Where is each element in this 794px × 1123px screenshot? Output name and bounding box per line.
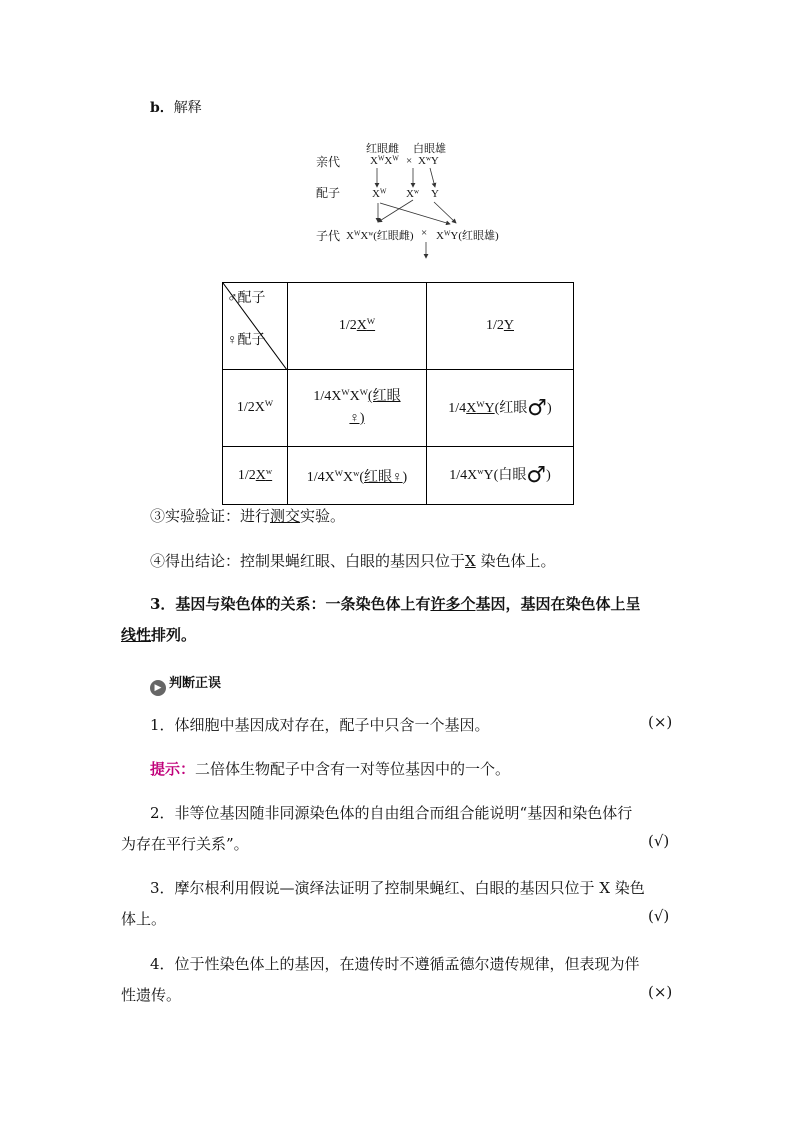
judge-item-1 <box>150 713 490 737</box>
cell12-y: Y <box>484 400 495 416</box>
point3-suffix: 排列。 <box>151 626 197 644</box>
cell11-phenotype: (红眼 <box>367 389 401 404</box>
gamete-label: 配子 <box>316 186 341 200</box>
col1-fraction: 1/2 <box>338 318 357 333</box>
white-male-label: 白眼雄 <box>413 143 446 155</box>
cell-female-carrier: $1/4X^WX^w$(红眼♀) <box>288 447 427 505</box>
row2-fraction: 1/2 <box>237 467 256 483</box>
judge-item-1-mark: (×) <box>648 713 673 731</box>
judge-item-3-line2: 体上。 <box>121 910 167 928</box>
hint-label: 提示： <box>150 760 196 778</box>
gamete-xw-recessive: $X^w$ <box>406 188 419 200</box>
point3-prefix: 3．基因与染色体的关系：一条染色体上有 <box>150 595 431 613</box>
cell21-fraction: 1/4 <box>306 469 325 485</box>
offspring-cross-symbol: × <box>421 227 428 239</box>
cell12-genotype: $X^WY$ <box>466 398 495 416</box>
row-header-xw-dominant: $1/2X^W$ <box>223 370 288 447</box>
cell22-phenotype: Y(白眼 <box>483 468 527 483</box>
col2-fraction: 1/2 <box>485 318 504 333</box>
gamete-xw-dominant: $X^W$ <box>372 188 387 200</box>
corner-male-gamete-label: ♂配子 <box>227 291 266 306</box>
cell11-sex: ♀) <box>349 411 365 426</box>
cell12-fraction: 1/4 <box>448 400 467 416</box>
offspring-female-note: (红眼雌) <box>373 230 414 242</box>
offspring-female: $X^WX^w$(红眼雌) <box>346 230 414 242</box>
para3-prefix: ③实验验证：进行 <box>150 507 271 525</box>
col2-genotype: Y <box>503 318 514 333</box>
judge-item-3-line1: 3．摩尔根利用假说—演绎法证明了控制果蝇红、白眼的基因只位于 X 染色 <box>150 879 645 897</box>
row-header-xw-recessive <box>223 447 288 505</box>
cell21-phenotype: 红眼♀ <box>364 469 403 485</box>
corner-female-gamete-label: ♀配子 <box>227 333 266 348</box>
point3-answer2: 线性 <box>121 626 152 644</box>
judge-item-2-line1: 2．非等位基因随非同源染色体的自由组合而组合能说明“基因和染色体行 <box>150 804 633 822</box>
para4-answer: X <box>465 552 476 570</box>
judge-item-3-mark: (√) <box>648 907 670 925</box>
para4-suffix: 染色体上。 <box>480 552 556 570</box>
gamete-y: Y <box>431 188 439 200</box>
section-b-label: b． <box>150 100 174 116</box>
judge-item-4-line2: 性遗传。 <box>121 986 182 1004</box>
row1-fraction: 1/2 <box>236 400 255 415</box>
parent-label: 亲代 <box>316 155 341 169</box>
cell-male-white: $1/4X^wY$(白眼♂) <box>427 447 574 505</box>
male-symbol-icon: ♂ <box>527 395 548 421</box>
gene-chromosome-relation-line2 <box>121 623 196 647</box>
hint <box>150 757 510 781</box>
point3-mid: 基因，基因在染色体上呈 <box>475 595 641 613</box>
row2-genotype: $X^w$ <box>255 465 273 483</box>
para4-prefix: ④得出结论：控制果蝇红眼、白眼的基因只位于 <box>150 552 466 570</box>
judge-item-2-line2: 为存在平行关系”。 <box>121 835 249 853</box>
punnett-table <box>222 282 574 505</box>
para3-suffix: 实验。 <box>300 507 346 525</box>
judge-item-2-mark: (√) <box>648 832 670 850</box>
conclusion <box>150 549 556 573</box>
male-symbol-icon: ♂ <box>526 463 547 488</box>
parent-male-genotype: $X^wY$ <box>418 155 439 167</box>
cross-diagram <box>0 0 794 270</box>
section-b-title: 解释 <box>173 100 202 116</box>
experiment-verification <box>150 504 345 528</box>
judge-item-4-mark: (×) <box>648 983 673 1001</box>
judge-title: 判断正误 <box>169 676 222 691</box>
cell11-fraction: 1/4 <box>313 389 332 404</box>
play-circle-icon: ▶ <box>150 680 166 696</box>
cell22-fraction: 1/4 <box>449 468 468 483</box>
col-header-xw <box>288 283 427 370</box>
hint-text: 二倍体生物配子中含有一对等位基因中的一个。 <box>195 760 511 778</box>
point3-answer1: 许多个 <box>430 595 476 613</box>
judge-item-4-line1: 4．位于性染色体上的基因，在遗传时不遵循孟德尔遗传规律，但表现为伴 <box>150 955 640 973</box>
cell-male-red: $1/4X^WY$(红眼♂) <box>427 370 574 447</box>
cell-female-red: $1/4X^WX^W$(红眼 ♀) <box>288 370 427 447</box>
cell12-phenotype: (红眼 <box>494 400 528 416</box>
col-header-y <box>427 283 574 370</box>
cross-symbol: × <box>406 155 413 167</box>
para3-answer: 测交 <box>270 507 301 525</box>
offspring-male: $X^WY$(红眼雄) <box>436 230 499 242</box>
parent-female-genotype: $X^WX^W$ <box>370 155 399 167</box>
red-female-label: 红眼雌 <box>366 143 399 155</box>
gene-chromosome-relation-line1 <box>150 592 640 616</box>
judge-item-1-text: 1．体细胞中基因成对存在，配子中只含一个基因。 <box>150 716 490 734</box>
offspring-male-note: (红眼雄) <box>458 230 499 242</box>
table-corner-cell <box>223 283 288 370</box>
judge-section-heading <box>150 672 221 696</box>
offspring-label: 子代 <box>316 229 341 243</box>
col1-genotype: $X^W$ <box>356 316 376 333</box>
